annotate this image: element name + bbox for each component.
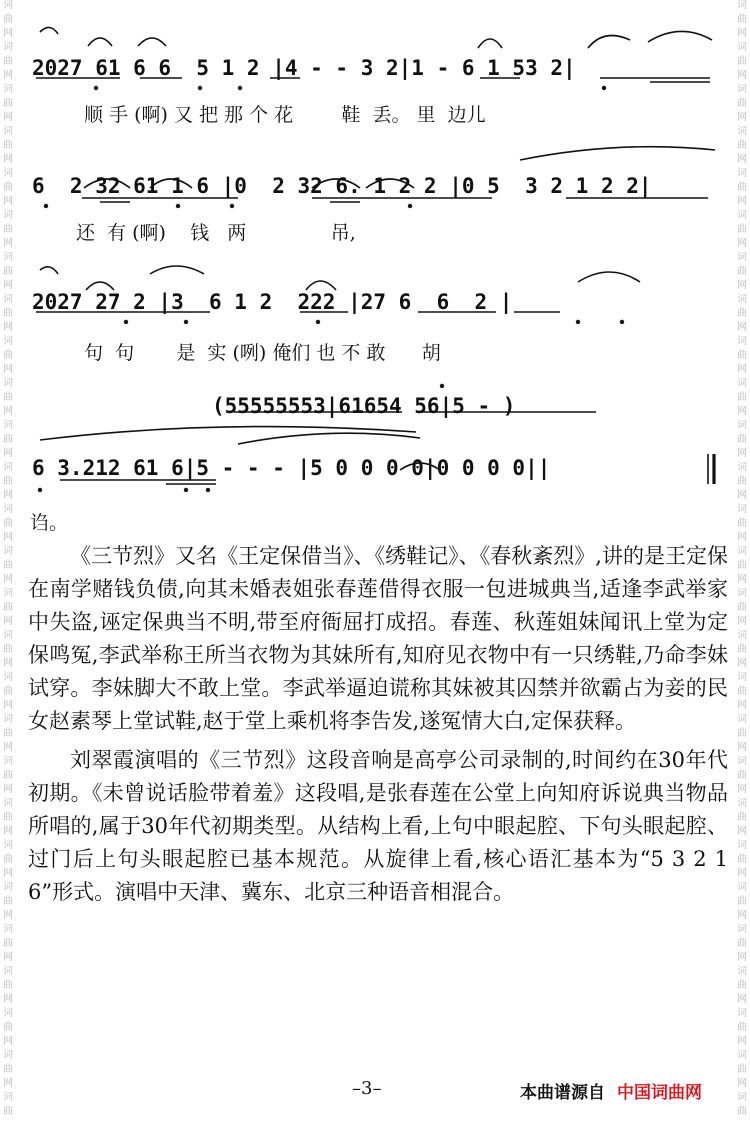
watermark-glyph: 曲 xyxy=(3,1064,13,1075)
watermark-glyph: 词 xyxy=(737,1008,747,1019)
watermark-glyph: 网 xyxy=(737,196,747,207)
watermark-glyph: 网 xyxy=(737,994,747,1005)
watermark-glyph: 词 xyxy=(3,882,13,893)
staff-line-2 xyxy=(32,152,722,212)
watermark-glyph: 曲 xyxy=(3,644,13,655)
watermark-glyph: 曲 xyxy=(3,98,13,109)
watermark-glyph: 词 xyxy=(3,0,13,11)
watermark-glyph: 词 xyxy=(3,294,13,305)
watermark-glyph: 曲 xyxy=(3,728,13,739)
watermark-glyph: 曲 xyxy=(737,1064,747,1075)
watermark-glyph: 曲 xyxy=(737,14,747,25)
watermark-glyph: 词 xyxy=(737,168,747,179)
watermark-glyph: 词 xyxy=(3,966,13,977)
watermark-glyph: 曲 xyxy=(737,476,747,487)
watermark-glyph: 网 xyxy=(737,406,747,417)
watermark-glyph: 词 xyxy=(737,504,747,515)
watermark-glyph: 曲 xyxy=(737,392,747,403)
watermark-glyph: 网 xyxy=(737,910,747,921)
notes: 2027 27 2 |3 6 1 2 222 |27 6 6 2 | xyxy=(32,290,513,314)
source-credit xyxy=(520,1078,702,1103)
watermark-glyph: 网 xyxy=(3,868,13,879)
watermark-glyph: 词 xyxy=(737,714,747,725)
watermark-glyph: 曲 xyxy=(737,602,747,613)
watermark-glyph: 曲 xyxy=(3,350,13,361)
notes: 6 2 32 61 1 6 |0 2 32 6. 1 2 2 |0 5 3 2 1 2 2| xyxy=(32,174,652,198)
watermark-glyph: 网 xyxy=(737,364,747,375)
watermark-glyph: 词 xyxy=(3,1008,13,1019)
watermark-glyph: 网 xyxy=(737,742,747,753)
page-number: –3– xyxy=(352,1078,382,1099)
staff-line-3 xyxy=(32,268,722,328)
watermark-glyph: 网 xyxy=(3,1078,13,1089)
watermark-glyph: 曲 xyxy=(3,938,13,949)
watermark-glyph: 词 xyxy=(3,840,13,851)
watermark-glyph: 词 xyxy=(737,588,747,599)
watermark-glyph: 曲 xyxy=(3,560,13,571)
watermark-glyph: 曲 xyxy=(737,308,747,319)
watermark-glyph: 词 xyxy=(737,840,747,851)
watermark-glyph: 词 xyxy=(3,84,13,95)
watermark-glyph: 词 xyxy=(737,0,747,11)
notes: (55555553|61654 56|5 - ) xyxy=(212,394,516,418)
watermark-glyph: 曲 xyxy=(3,56,13,67)
watermark-glyph: 曲 xyxy=(3,140,13,151)
watermark-glyph: 词 xyxy=(3,210,13,221)
watermark-glyph: 曲 xyxy=(3,224,13,235)
paragraph-synopsis: 《三节烈》又名《王定保借当》、《绣鞋记》、《春秋紊烈》,讲的是王定保在南学赌钱负债,向其未婚表姐张春莲借得衣服一包进城典当,适逢李武举家中失盗,诬定保典当不明,带至府衙屈打成招。春莲、秋莲姐妹闻讯上堂为定保鸣冤,李武举称王所当衣物为其妹所有,知府见衣物中有一只绣鞋,乃命李妹试穿。李妹脚大不敢上堂。李武举逼迫谎称其妹被其囚禁并欲霸占为妾的民女赵素琴上堂试鞋,赵于堂上乘机将李告发,遂冤情大白,定保获释。 xyxy=(28,544,728,733)
watermark-glyph: 曲 xyxy=(3,14,13,25)
watermark-glyph: 曲 xyxy=(737,560,747,571)
lyrics-line-2: 还 有 (啊) 钱 两 吊, xyxy=(76,222,356,244)
watermark-glyph: 词 xyxy=(737,882,747,893)
watermark-glyph: 网 xyxy=(3,574,13,585)
watermark-glyph: 网 xyxy=(3,154,13,165)
watermark-glyph: 曲 xyxy=(737,980,747,991)
watermark-glyph: 网 xyxy=(737,574,747,585)
watermark-glyph: 网 xyxy=(737,700,747,711)
watermark-glyph: 网 xyxy=(737,784,747,795)
watermark-glyph: 网 xyxy=(3,952,13,963)
watermark-glyph: 网 xyxy=(3,784,13,795)
watermark-glyph: 词 xyxy=(737,672,747,683)
watermark-glyph: 网 xyxy=(737,532,747,543)
watermark-glyph: 词 xyxy=(3,126,13,137)
watermark-glyph: 词 xyxy=(3,798,13,809)
watermark-glyph: 曲 xyxy=(737,350,747,361)
watermark-glyph: 曲 xyxy=(737,56,747,67)
jianpu-score xyxy=(0,0,750,540)
watermark-glyph: 曲 xyxy=(3,308,13,319)
watermark-glyph: 曲 xyxy=(737,98,747,109)
watermark-glyph: 词 xyxy=(3,546,13,557)
watermark-glyph: 曲 xyxy=(737,728,747,739)
article-body xyxy=(28,540,728,909)
watermark-glyph: 曲 xyxy=(3,980,13,991)
watermark-glyph: 网 xyxy=(737,1036,747,1047)
notes: 6 3.212 61 6|5 - - - |5 0 0 0 0|0 0 0 0|| xyxy=(32,456,551,480)
watermark-glyph: 网 xyxy=(737,952,747,963)
source-label: 本曲谱源自 xyxy=(520,1083,605,1103)
watermark-glyph: 词 xyxy=(737,84,747,95)
watermark-glyph: 网 xyxy=(3,994,13,1005)
watermark-glyph: 网 xyxy=(3,112,13,123)
watermark-glyph: 网 xyxy=(3,238,13,249)
watermark-glyph: 网 xyxy=(3,490,13,501)
watermark-glyph: 词 xyxy=(3,1050,13,1061)
watermark-glyph: 词 xyxy=(737,42,747,53)
watermark-glyph: 曲 xyxy=(3,770,13,781)
watermark-glyph: 词 xyxy=(737,252,747,263)
lyrics-line-5: 诌。 xyxy=(30,512,69,534)
watermark-glyph: 词 xyxy=(3,714,13,725)
watermark-glyph: 网 xyxy=(737,70,747,81)
watermark-glyph: 词 xyxy=(737,1092,747,1103)
watermark-glyph: 词 xyxy=(737,378,747,389)
watermark-glyph: 曲 xyxy=(3,476,13,487)
watermark-glyph: 词 xyxy=(3,504,13,515)
watermark-glyph: 词 xyxy=(3,420,13,431)
watermark-glyph: 网 xyxy=(3,826,13,837)
watermark-glyph: 曲 xyxy=(737,644,747,655)
watermark-glyph: 词 xyxy=(737,462,747,473)
watermark-glyph: 词 xyxy=(3,378,13,389)
watermark-glyph: 词 xyxy=(3,252,13,263)
lyrics-line-3: 句 句 是 实 (咧) 俺们 也 不 敢 胡 xyxy=(84,342,441,364)
watermark-glyph: 曲 xyxy=(737,812,747,823)
watermark-glyph: 曲 xyxy=(3,1106,13,1117)
watermark-glyph: 词 xyxy=(737,420,747,431)
watermark-glyph: 词 xyxy=(737,756,747,767)
watermark-glyph: 词 xyxy=(3,1092,13,1103)
watermark-glyph: 网 xyxy=(3,1036,13,1047)
watermark-glyph: 词 xyxy=(3,168,13,179)
watermark-glyph: 网 xyxy=(3,616,13,627)
paragraph-commentary: 刘翠霞演唱的《三节烈》这段音响是高亭公司录制的,时间约在30年代初期。《未曾说话脸带着羞》这段唱,是张春莲在公堂上向知府诉说典当物品所唱的,属于30年代初期类型。从结构上看,上句中眼起腔、下句头眼起腔、过门后上句头眼起腔已基本规范。从旋律上看,核心语汇基本为“5 3 2 1 6”形式。演唱中天津、冀东、北京三种语音相混合。 xyxy=(28,748,728,904)
watermark-glyph: 词 xyxy=(3,630,13,641)
watermark-glyph: 曲 xyxy=(737,686,747,697)
notes: 2027 61 6 6 5 1 2 |4 - - 3 2|1 - 6 1 53 2| xyxy=(32,56,576,80)
watermark-glyph: 网 xyxy=(3,448,13,459)
watermark-glyph: 网 xyxy=(3,742,13,753)
watermark-glyph: 词 xyxy=(737,336,747,347)
watermark-glyph: 曲 xyxy=(737,182,747,193)
watermark-glyph: 曲 xyxy=(3,392,13,403)
watermark-glyph: 曲 xyxy=(737,266,747,277)
watermark-glyph: 网 xyxy=(737,658,747,669)
watermark-glyph: 网 xyxy=(737,1078,747,1089)
watermark-glyph: 曲 xyxy=(3,518,13,529)
watermark-glyph: 曲 xyxy=(737,854,747,865)
watermark-glyph: 曲 xyxy=(737,938,747,949)
watermark-glyph: 网 xyxy=(3,700,13,711)
watermark-glyph: 词 xyxy=(737,210,747,221)
watermark-glyph: 网 xyxy=(3,532,13,543)
watermark-glyph: 网 xyxy=(3,280,13,291)
watermark-glyph: 词 xyxy=(737,798,747,809)
watermark-glyph: 词 xyxy=(3,462,13,473)
staff-line-1 xyxy=(32,34,722,94)
watermark-glyph: 网 xyxy=(737,238,747,249)
watermark-glyph: 曲 xyxy=(737,434,747,445)
watermark-glyph: 网 xyxy=(3,28,13,39)
lyrics-line-1: 顺 手 (啊) 又 把 那 个 花 鞋 丢。 里 边儿 xyxy=(84,104,486,126)
watermark-glyph: 网 xyxy=(737,280,747,291)
watermark-glyph: 网 xyxy=(737,490,747,501)
watermark-glyph: 曲 xyxy=(3,1022,13,1033)
brand-link[interactable]: 中国词曲网 xyxy=(617,1083,702,1103)
watermark-glyph: 曲 xyxy=(3,182,13,193)
watermark-glyph: 曲 xyxy=(3,854,13,865)
watermark-glyph: 曲 xyxy=(737,140,747,151)
watermark-glyph: 曲 xyxy=(3,266,13,277)
watermark-glyph: 网 xyxy=(3,70,13,81)
watermark-glyph: 词 xyxy=(3,588,13,599)
watermark-glyph: 词 xyxy=(3,42,13,53)
watermark-glyph: 词 xyxy=(737,294,747,305)
watermark-glyph: 词 xyxy=(737,924,747,935)
watermark-glyph: 网 xyxy=(737,322,747,333)
watermark-glyph: 网 xyxy=(3,910,13,921)
watermark-glyph: 词 xyxy=(3,672,13,683)
watermark-glyph: 曲 xyxy=(3,896,13,907)
watermark-glyph: 曲 xyxy=(737,224,747,235)
watermark-glyph: 词 xyxy=(3,924,13,935)
watermark-glyph: 词 xyxy=(737,630,747,641)
staff-line-5 xyxy=(32,434,722,494)
watermark-glyph: 曲 xyxy=(3,812,13,823)
watermark-glyph: 词 xyxy=(737,966,747,977)
watermark-glyph: 词 xyxy=(3,756,13,767)
watermark-glyph: 网 xyxy=(3,364,13,375)
watermark-glyph: 网 xyxy=(737,448,747,459)
watermark-glyph: 网 xyxy=(3,196,13,207)
watermark-glyph: 网 xyxy=(737,868,747,879)
watermark-glyph: 词 xyxy=(737,126,747,137)
watermark-glyph: 词 xyxy=(737,1050,747,1061)
watermark-glyph: 网 xyxy=(737,616,747,627)
watermark-glyph: 曲 xyxy=(737,1106,747,1117)
watermark-glyph: 网 xyxy=(737,112,747,123)
watermark-glyph: 网 xyxy=(3,658,13,669)
watermark-glyph: 网 xyxy=(3,406,13,417)
staff-prelude xyxy=(212,372,682,432)
watermark-glyph: 网 xyxy=(737,826,747,837)
watermark-glyph: 曲 xyxy=(3,602,13,613)
watermark-glyph: 词 xyxy=(3,336,13,347)
watermark-glyph: 曲 xyxy=(737,770,747,781)
watermark-glyph: 网 xyxy=(737,28,747,39)
watermark-glyph: 词 xyxy=(737,546,747,557)
watermark-glyph: 网 xyxy=(737,154,747,165)
watermark-glyph: 曲 xyxy=(3,686,13,697)
watermark-glyph: 网 xyxy=(3,322,13,333)
watermark-glyph: 曲 xyxy=(737,1022,747,1033)
watermark-glyph: 曲 xyxy=(737,518,747,529)
watermark-glyph: 曲 xyxy=(3,434,13,445)
watermark-glyph: 曲 xyxy=(737,896,747,907)
